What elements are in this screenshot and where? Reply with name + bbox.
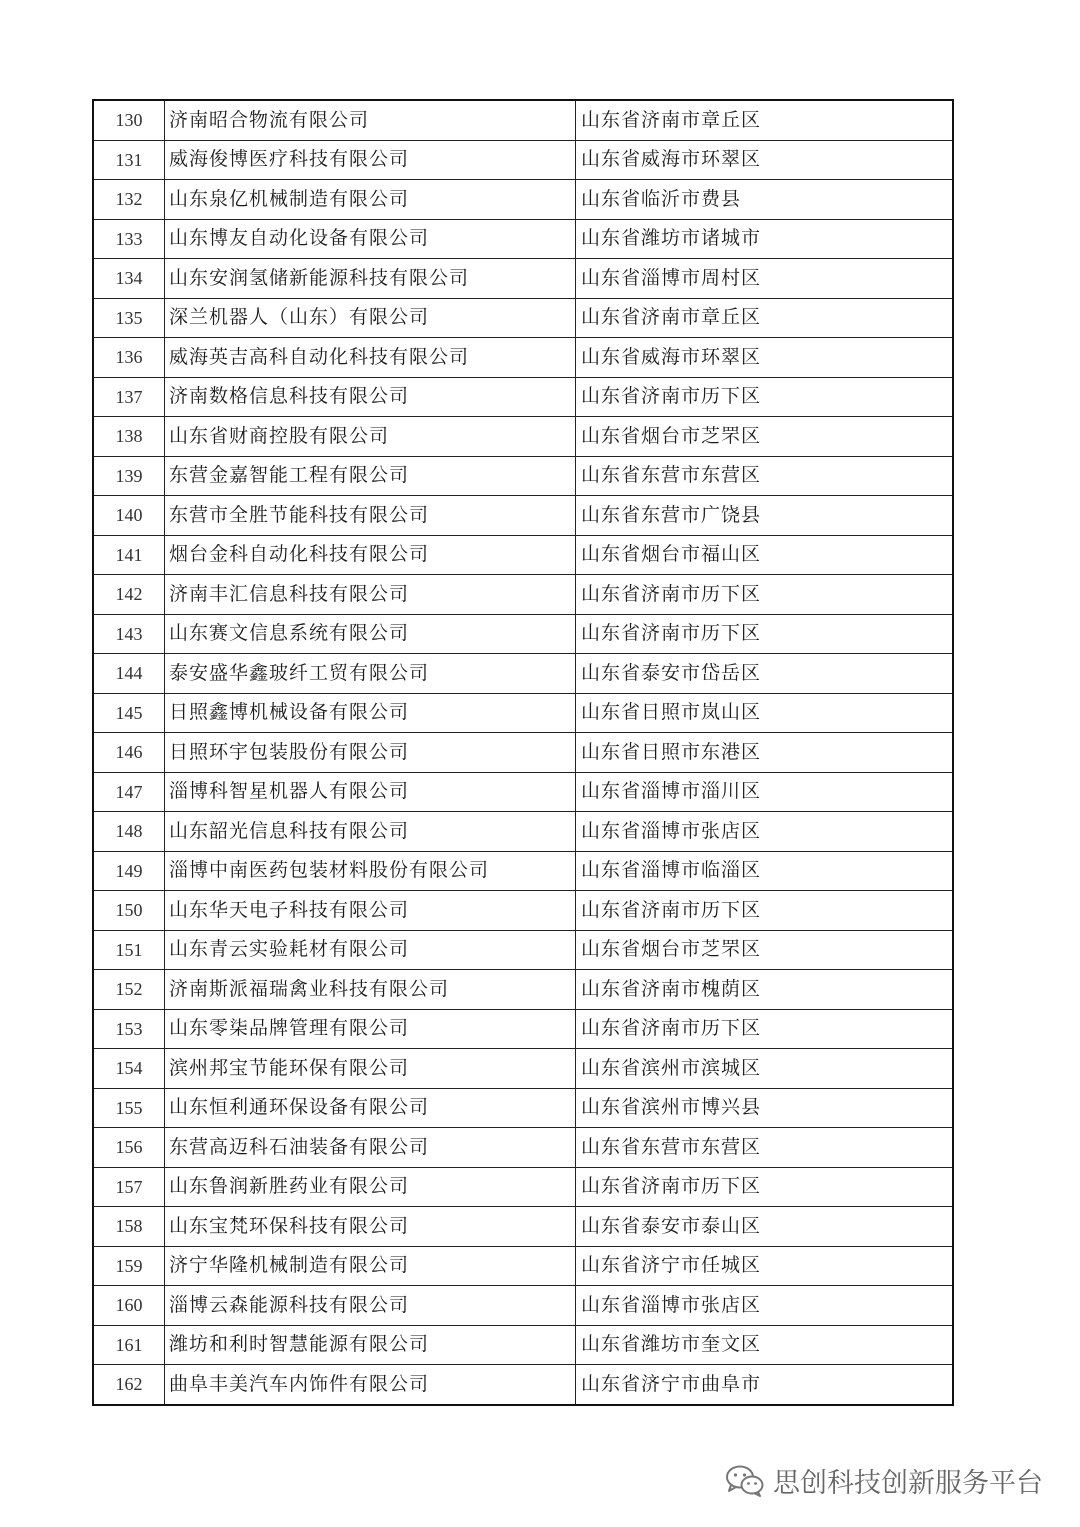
company-location: 山东省日照市岚山区 (576, 693, 954, 733)
company-name: 曲阜丰美汽车内饰件有限公司 (165, 1365, 576, 1405)
row-number: 153 (93, 1009, 165, 1049)
company-location: 山东省淄博市周村区 (576, 259, 954, 299)
table-row (93, 100, 953, 140)
table-row (93, 851, 953, 891)
company-list-body (93, 100, 953, 1405)
row-number: 147 (93, 772, 165, 812)
row-number: 148 (93, 812, 165, 852)
company-name: 东营高迈科石油装备有限公司 (165, 1128, 576, 1168)
company-name: 山东安润氢储新能源科技有限公司 (165, 259, 576, 299)
company-name: 山东零柒品牌管理有限公司 (165, 1009, 576, 1049)
company-location: 山东省潍坊市奎文区 (576, 1325, 954, 1365)
company-location: 山东省泰安市岱岳区 (576, 654, 954, 694)
table-row (93, 693, 953, 733)
company-location: 山东省烟台市芝罘区 (576, 417, 954, 457)
company-location: 山东省淄博市张店区 (576, 1286, 954, 1326)
company-name: 日照环宇包装股份有限公司 (165, 733, 576, 773)
table-row (93, 772, 953, 812)
table-row (93, 654, 953, 694)
company-location: 山东省东营市东营区 (576, 456, 954, 496)
company-name: 山东赛文信息系统有限公司 (165, 614, 576, 654)
row-number: 142 (93, 575, 165, 615)
company-name: 山东鲁润新胜药业有限公司 (165, 1167, 576, 1207)
table-row (93, 140, 953, 180)
table-row (93, 930, 953, 970)
company-location: 山东省济南市历下区 (576, 575, 954, 615)
company-location: 山东省威海市环翠区 (576, 140, 954, 180)
company-location: 山东省滨州市博兴县 (576, 1088, 954, 1128)
company-location: 山东省济宁市曲阜市 (576, 1365, 954, 1405)
row-number: 139 (93, 456, 165, 496)
company-name: 淄博云森能源科技有限公司 (165, 1286, 576, 1326)
row-number: 140 (93, 496, 165, 536)
table-row (93, 180, 953, 220)
table-row (93, 733, 953, 773)
company-location: 山东省东营市东营区 (576, 1128, 954, 1168)
table-row (93, 298, 953, 338)
company-location: 山东省淄博市淄川区 (576, 772, 954, 812)
company-list-table (92, 99, 954, 1406)
row-number: 151 (93, 930, 165, 970)
company-location: 山东省东营市广饶县 (576, 496, 954, 536)
wechat-icon (725, 1464, 765, 1498)
row-number: 145 (93, 693, 165, 733)
company-name: 济宁华隆机械制造有限公司 (165, 1246, 576, 1286)
company-location: 山东省济南市历下区 (576, 891, 954, 931)
row-number: 157 (93, 1167, 165, 1207)
table-row (93, 1009, 953, 1049)
row-number: 161 (93, 1325, 165, 1365)
table-row (93, 1246, 953, 1286)
company-location: 山东省日照市东港区 (576, 733, 954, 773)
row-number: 158 (93, 1207, 165, 1247)
company-location: 山东省济南市章丘区 (576, 298, 954, 338)
company-location: 山东省烟台市福山区 (576, 535, 954, 575)
row-number: 156 (93, 1128, 165, 1168)
company-location: 山东省潍坊市诸城市 (576, 219, 954, 259)
row-number: 135 (93, 298, 165, 338)
company-name: 淄博中南医药包装材料股份有限公司 (165, 851, 576, 891)
company-name: 潍坊和利时智慧能源有限公司 (165, 1325, 576, 1365)
row-number: 130 (93, 100, 165, 140)
table-row (93, 891, 953, 931)
table-row (93, 970, 953, 1010)
watermark (725, 1461, 1043, 1500)
company-location: 山东省济南市历下区 (576, 377, 954, 417)
table-row (93, 575, 953, 615)
company-location: 山东省济南市历下区 (576, 614, 954, 654)
row-number: 132 (93, 180, 165, 220)
row-number: 162 (93, 1365, 165, 1405)
company-location: 山东省济南市历下区 (576, 1009, 954, 1049)
company-location: 山东省烟台市芝罘区 (576, 930, 954, 970)
row-number: 152 (93, 970, 165, 1010)
company-name: 济南丰汇信息科技有限公司 (165, 575, 576, 615)
company-location: 山东省滨州市滨城区 (576, 1049, 954, 1089)
row-number: 143 (93, 614, 165, 654)
table-row (93, 1365, 953, 1405)
row-number: 134 (93, 259, 165, 299)
table-row (93, 417, 953, 457)
company-location: 山东省济宁市任城区 (576, 1246, 954, 1286)
company-name: 淄博科智星机器人有限公司 (165, 772, 576, 812)
row-number: 141 (93, 535, 165, 575)
company-name: 济南昭合物流有限公司 (165, 100, 576, 140)
watermark-text: 思创科技创新服务平台 (773, 1468, 1043, 1499)
row-number: 154 (93, 1049, 165, 1089)
table-row (93, 496, 953, 536)
company-location: 山东省威海市环翠区 (576, 338, 954, 378)
table-row (93, 1128, 953, 1168)
row-number: 136 (93, 338, 165, 378)
row-number: 149 (93, 851, 165, 891)
table-row (93, 535, 953, 575)
table-row (93, 812, 953, 852)
company-name: 烟台金科自动化科技有限公司 (165, 535, 576, 575)
company-location: 山东省泰安市泰山区 (576, 1207, 954, 1247)
table-row (93, 377, 953, 417)
table-row (93, 1325, 953, 1365)
company-name: 济南数格信息科技有限公司 (165, 377, 576, 417)
company-location: 山东省济南市槐荫区 (576, 970, 954, 1010)
table-row (93, 456, 953, 496)
row-number: 138 (93, 417, 165, 457)
table-row (93, 259, 953, 299)
company-name: 深兰机器人（山东）有限公司 (165, 298, 576, 338)
row-number: 133 (93, 219, 165, 259)
table-row (93, 1167, 953, 1207)
company-name: 山东青云实验耗材有限公司 (165, 930, 576, 970)
table-row (93, 1286, 953, 1326)
row-number: 144 (93, 654, 165, 694)
table-row (93, 1088, 953, 1128)
table-row (93, 1049, 953, 1089)
row-number: 160 (93, 1286, 165, 1326)
row-number: 159 (93, 1246, 165, 1286)
company-name: 山东博友自动化设备有限公司 (165, 219, 576, 259)
company-location: 山东省临沂市费县 (576, 180, 954, 220)
table-row (93, 338, 953, 378)
company-name: 山东华天电子科技有限公司 (165, 891, 576, 931)
row-number: 150 (93, 891, 165, 931)
row-number: 146 (93, 733, 165, 773)
company-name: 东营市全胜节能科技有限公司 (165, 496, 576, 536)
company-location: 山东省淄博市张店区 (576, 812, 954, 852)
company-name: 济南斯派福瑞禽业科技有限公司 (165, 970, 576, 1010)
company-location: 山东省济南市章丘区 (576, 100, 954, 140)
company-name: 威海俊博医疗科技有限公司 (165, 140, 576, 180)
table-row (93, 614, 953, 654)
table-row (93, 1207, 953, 1247)
row-number: 131 (93, 140, 165, 180)
company-name: 山东恒利通环保设备有限公司 (165, 1088, 576, 1128)
company-location: 山东省济南市历下区 (576, 1167, 954, 1207)
company-name: 山东宝梵环保科技有限公司 (165, 1207, 576, 1247)
company-name: 滨州邦宝节能环保有限公司 (165, 1049, 576, 1089)
company-name: 威海英吉高科自动化科技有限公司 (165, 338, 576, 378)
row-number: 137 (93, 377, 165, 417)
company-name: 山东泉亿机械制造有限公司 (165, 180, 576, 220)
company-name: 山东韶光信息科技有限公司 (165, 812, 576, 852)
company-location: 山东省淄博市临淄区 (576, 851, 954, 891)
company-name: 泰安盛华鑫玻纤工贸有限公司 (165, 654, 576, 694)
table-row (93, 219, 953, 259)
company-name: 日照鑫博机械设备有限公司 (165, 693, 576, 733)
company-name: 东营金嘉智能工程有限公司 (165, 456, 576, 496)
row-number: 155 (93, 1088, 165, 1128)
company-name: 山东省财商控股有限公司 (165, 417, 576, 457)
